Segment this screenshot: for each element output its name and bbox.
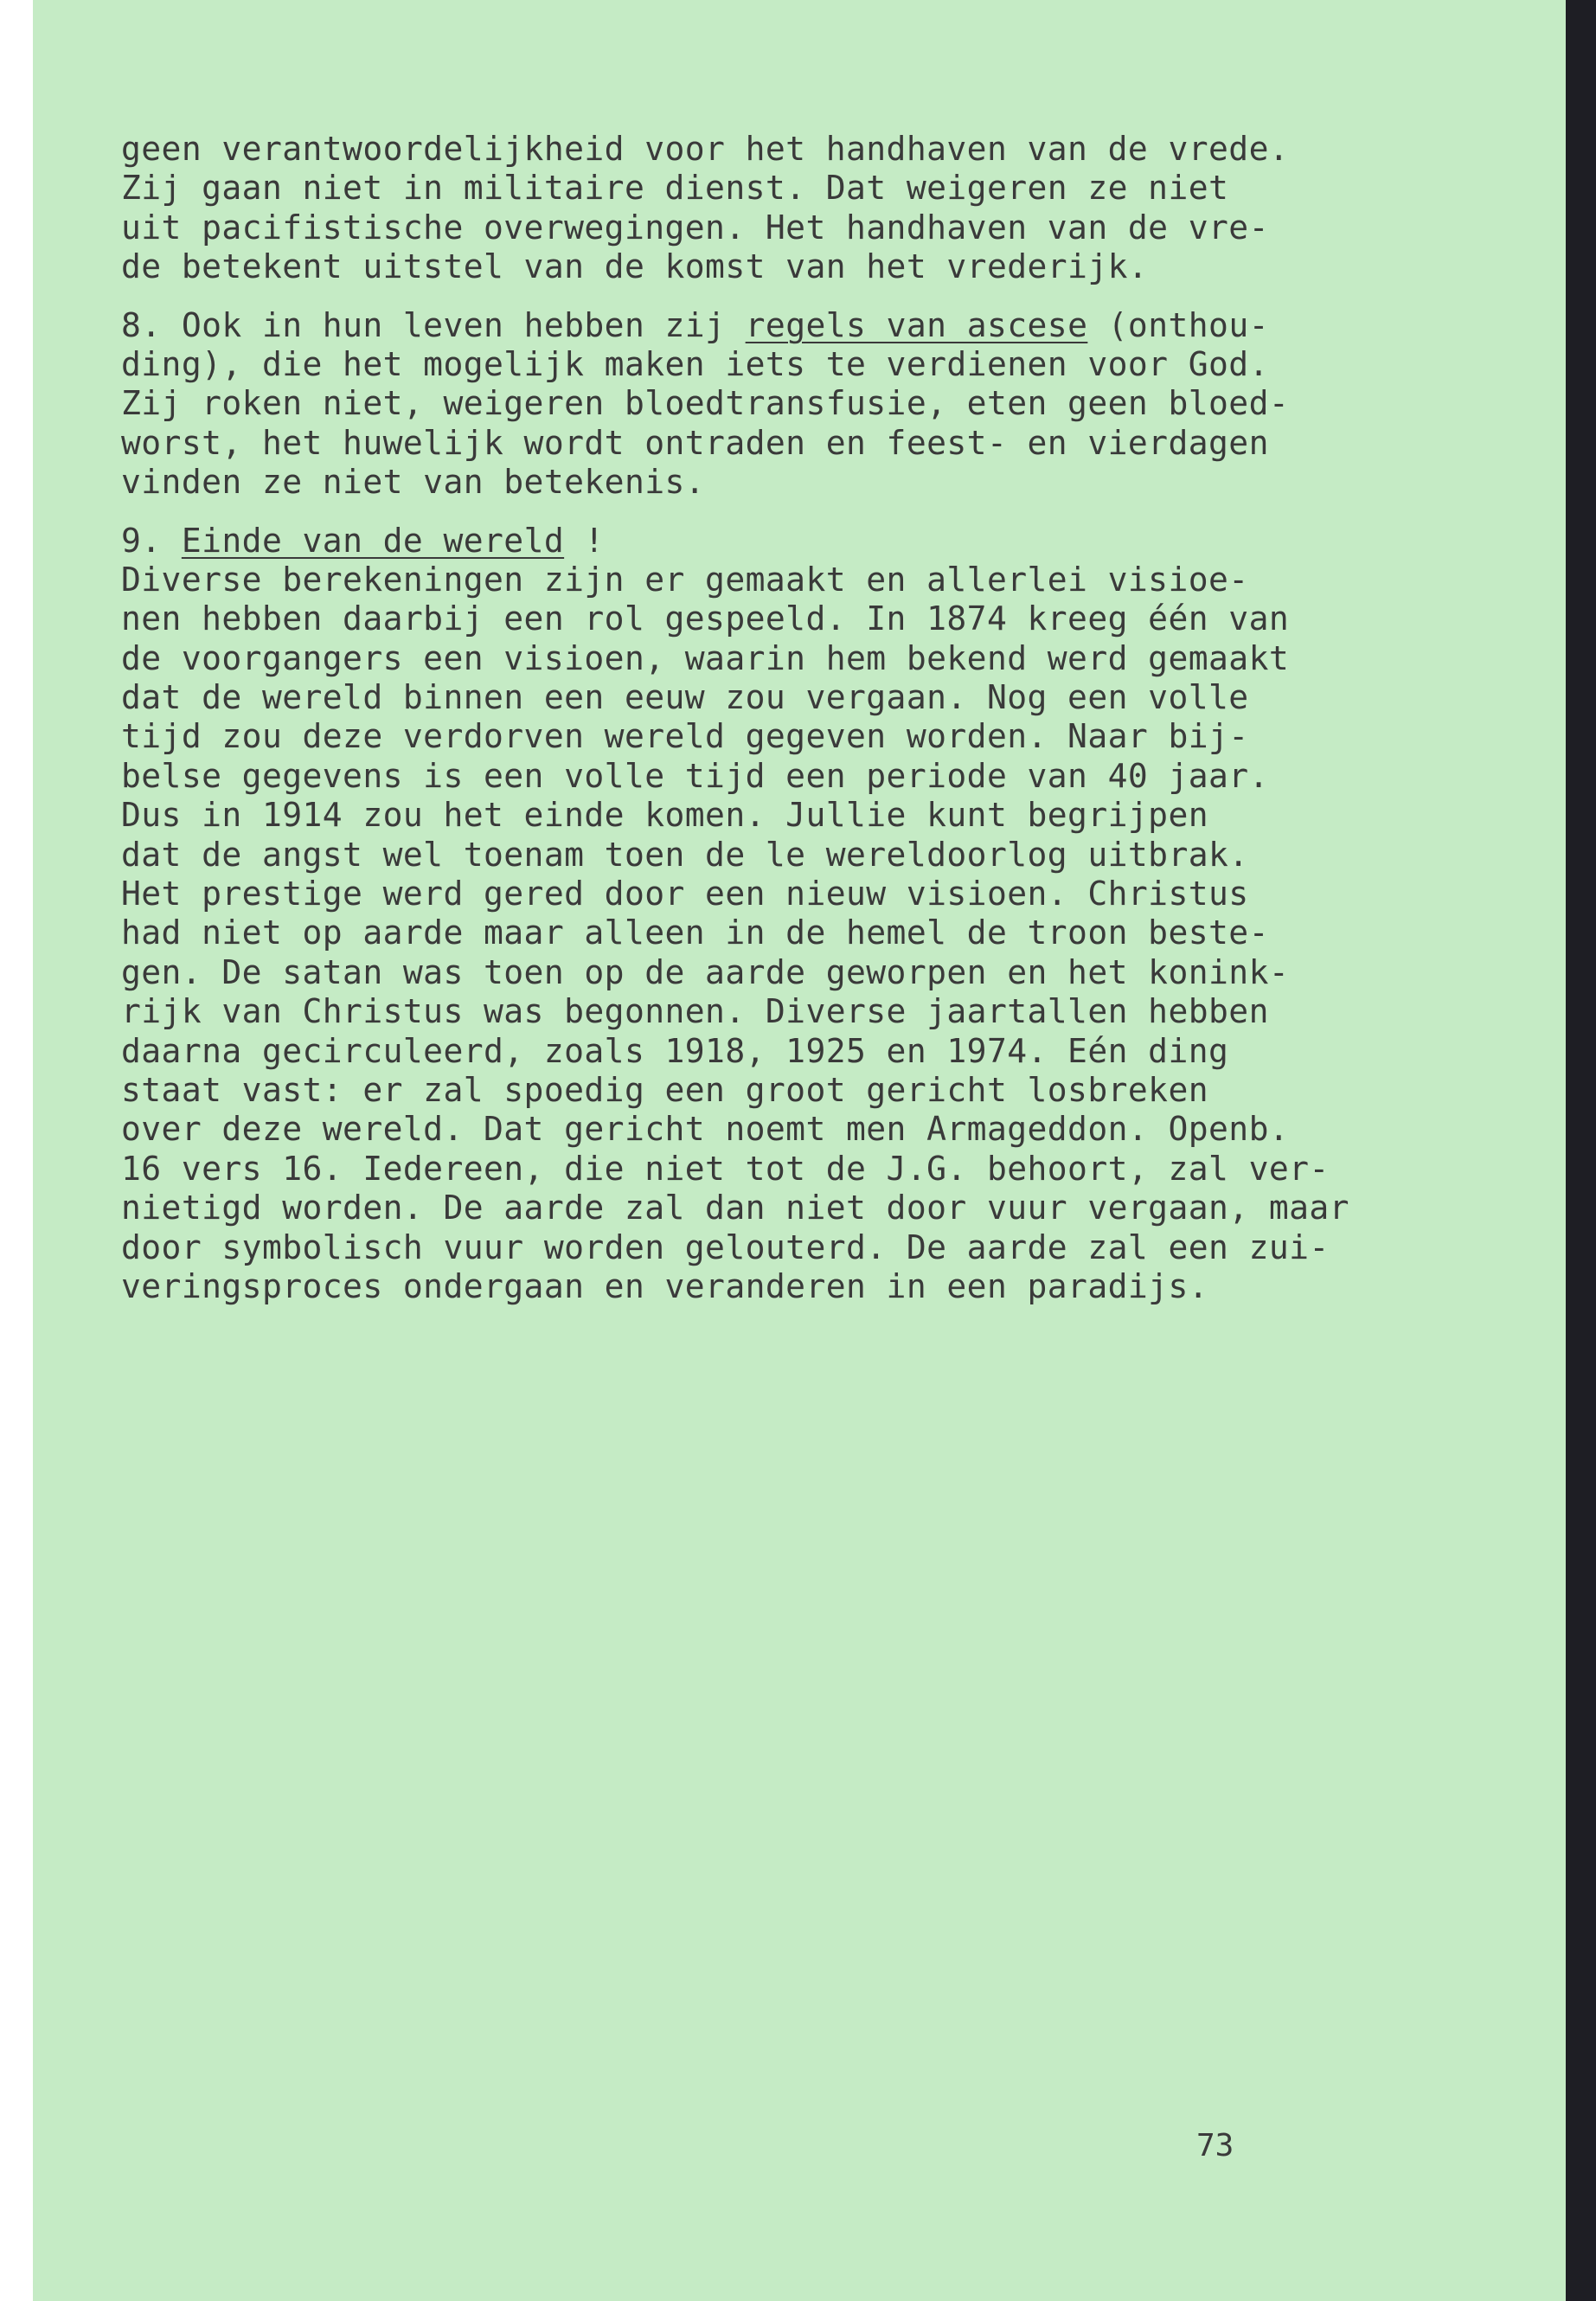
body-text: [121, 130, 1367, 1306]
section-9-heading-suffix: !: [564, 521, 605, 560]
text-line: belse gegevens is een volle tijd een periode van 40 jaar.: [121, 756, 1269, 795]
section-8: [121, 306, 1367, 503]
text-line: door symbolisch vuur worden gelouterd. De aarde zal een zui-: [121, 1227, 1330, 1266]
section-8-line-end: (onthou-: [1087, 305, 1269, 344]
text-line: daarna gecirculeerd, zoals 1918, 1925 en 1974. Eén ding: [121, 1031, 1229, 1070]
text-line: Zij gaan niet in militaire dienst. Dat weigeren ze niet: [121, 169, 1229, 208]
text-line: over deze wereld. Dat gericht noemt men Armageddon. Openb.: [121, 1110, 1290, 1149]
text-line: Zij roken niet, weigeren bloedtransfusie, eten geen bloed-: [121, 384, 1290, 423]
text-line: gen. De satan was toen op de aarde geworpen en het konink-: [121, 952, 1290, 991]
paragraph-gap: [121, 287, 1367, 306]
section-8-first-line: [121, 306, 1367, 345]
text-line: nen hebben daarbij een rol gespeeld. In 1874 kreeg één van: [121, 599, 1290, 638]
text-line: Dus in 1914 zou het einde komen. Jullie kunt begrijpen: [121, 796, 1209, 835]
text-line: worst, het huwelijk wordt ontraden en feest- en vierdagen: [121, 423, 1269, 462]
page-number: 73: [1196, 2128, 1234, 2163]
section-8-number: 8.: [121, 305, 182, 344]
text-line: dat de angst wel toenam toen de le wereldoorlog uitbrak.: [121, 835, 1249, 874]
section-8-line-start: Ook in hun leven hebben zij: [181, 305, 746, 344]
text-line: rijk van Christus was begonnen. Diverse jaartallen hebben: [121, 992, 1269, 1031]
text-line: de betekent uitstel van de komst van het vrederijk.: [121, 247, 1149, 286]
text-line: staat vast: er zal spoedig een groot gericht losbreken: [121, 1070, 1209, 1109]
text-line: geen verantwoordelijkheid voor het handhaven van de vrede.: [121, 130, 1290, 168]
text-line: had niet op aarde maar alleen in de hemel de troon beste-: [121, 913, 1269, 952]
text-line: de voorgangers een visioen, waarin hem bekend werd gemaakt: [121, 638, 1290, 677]
section-9-heading: [121, 522, 1367, 561]
section-8-underlined-term: regels van ascese: [745, 305, 1088, 344]
text-line: tijd zou deze verdorven wereld gegeven worden. Naar bij-: [121, 717, 1249, 756]
text-line: veringsproces ondergaan en veranderen in een paradijs.: [121, 1266, 1209, 1305]
text-line: Het prestige werd gered door een nieuw visioen. Christus: [121, 875, 1249, 913]
section-9-number: 9.: [121, 521, 182, 560]
text-line: ding), die het mogelijk maken iets te verdienen voor God.: [121, 344, 1269, 383]
text-line: dat de wereld binnen een eeuw zou vergaan. Nog een volle: [121, 678, 1249, 717]
section-9-heading-text: Einde van de wereld: [181, 521, 565, 560]
text-line: 16 vers 16. Iedereen, die niet tot de J.G. behoort, zal ver-: [121, 1149, 1330, 1188]
paragraph-continuation: [121, 130, 1367, 287]
text-line: uit pacifistische overwegingen. Het handhaven van de vre-: [121, 208, 1269, 247]
text-line: nietigd worden. De aarde zal dan niet door vuur vergaan, maar: [121, 1189, 1349, 1227]
paragraph-gap: [121, 503, 1367, 522]
section-9: [121, 522, 1367, 1307]
text-line: vinden ze niet van betekenis.: [121, 463, 706, 502]
text-line: Diverse berekeningen zijn er gemaakt en allerlei visioe-: [121, 560, 1249, 599]
page-edge-shadow: [1566, 0, 1596, 2301]
